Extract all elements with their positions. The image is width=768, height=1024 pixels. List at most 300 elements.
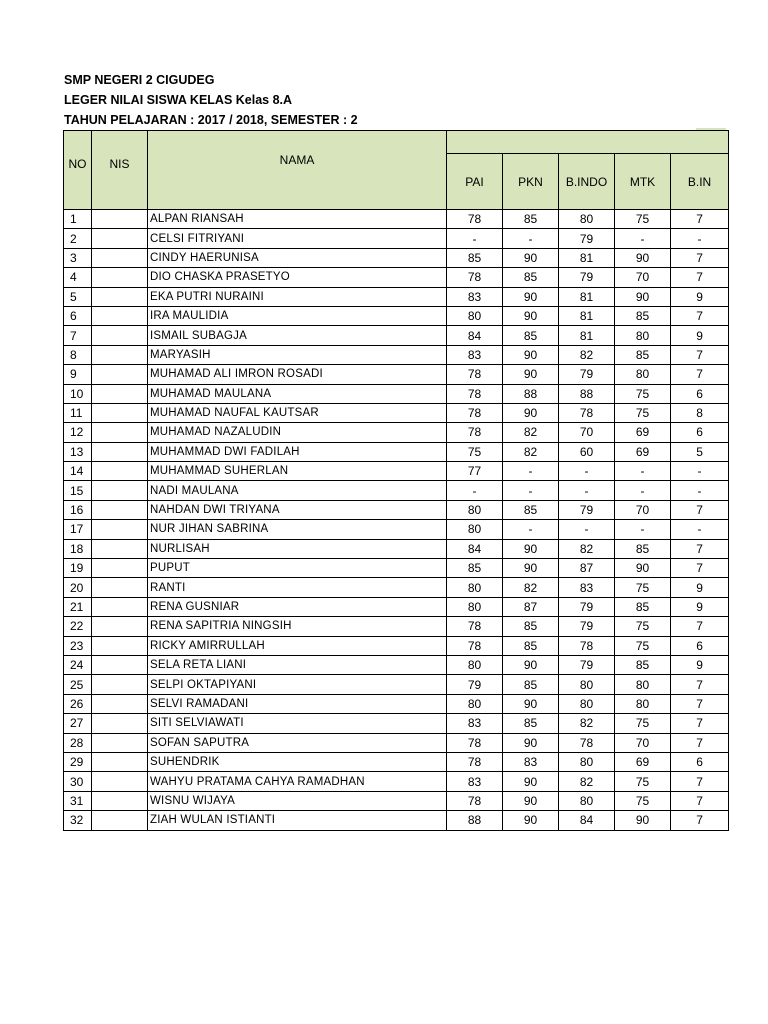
score-cell: 75 [615, 791, 671, 810]
score-cell: 88 [447, 811, 503, 830]
student-name: ALPAN RIANSAH [148, 210, 447, 229]
student-name: MUHAMAD MAULANA [148, 384, 447, 403]
score-cell: 80 [447, 500, 503, 519]
table-row [64, 811, 729, 830]
score-cell: 82 [559, 345, 615, 364]
score-cell: 80 [615, 675, 671, 694]
score-cell: 81 [559, 326, 615, 345]
score-cell: - [671, 520, 729, 539]
score-cell: 83 [447, 345, 503, 364]
table-row [64, 287, 729, 306]
score-cell: - [671, 462, 729, 481]
score-cell: 78 [447, 791, 503, 810]
row-nis [92, 733, 148, 752]
score-cell: 75 [615, 403, 671, 422]
row-nis [92, 520, 148, 539]
table-row [64, 229, 729, 248]
row-number: 2 [64, 229, 92, 248]
score-cell: 7 [671, 539, 729, 558]
score-cell: 90 [503, 791, 559, 810]
row-number: 17 [64, 520, 92, 539]
score-cell: 85 [615, 345, 671, 364]
score-cell: 85 [503, 210, 559, 229]
student-name: SITI SELVIAWATI [148, 714, 447, 733]
student-name: SELA RETA LIANI [148, 655, 447, 674]
score-cell: 7 [671, 500, 729, 519]
score-cell: 7 [671, 345, 729, 364]
score-cell: - [559, 481, 615, 500]
row-nis [92, 811, 148, 830]
score-cell: 80 [447, 306, 503, 325]
row-nis [92, 559, 148, 578]
row-number: 10 [64, 384, 92, 403]
score-cell: 78 [447, 752, 503, 771]
table-row [64, 617, 729, 636]
score-cell: 79 [559, 268, 615, 287]
score-cell: 82 [559, 539, 615, 558]
row-number: 30 [64, 772, 92, 791]
student-name: NUR JIHAN SABRINA [148, 520, 447, 539]
score-cell: - [671, 229, 729, 248]
score-cell: 80 [559, 675, 615, 694]
row-nis [92, 268, 148, 287]
score-cell: 78 [447, 365, 503, 384]
score-cell: 81 [559, 287, 615, 306]
table-row [64, 597, 729, 616]
row-nis [92, 597, 148, 616]
table-row [64, 423, 729, 442]
score-cell: 78 [447, 268, 503, 287]
student-name: NURLISAH [148, 539, 447, 558]
row-nis [92, 714, 148, 733]
score-cell: 85 [503, 268, 559, 287]
score-cell: 80 [615, 365, 671, 384]
row-nis [92, 675, 148, 694]
score-cell: 6 [671, 752, 729, 771]
row-number: 8 [64, 345, 92, 364]
score-cell: 77 [447, 462, 503, 481]
student-name: SUHENDRIK [148, 752, 447, 771]
table-row [64, 655, 729, 674]
score-cell: 79 [559, 597, 615, 616]
academic-year: TAHUN PELAJARAN : 2017 / 2018, SEMESTER : 2 [64, 113, 358, 127]
score-cell: 90 [503, 403, 559, 422]
student-name: RANTI [148, 578, 447, 597]
row-number: 32 [64, 811, 92, 830]
row-number: 18 [64, 539, 92, 558]
table-row [64, 675, 729, 694]
row-number: 26 [64, 694, 92, 713]
score-cell: 70 [559, 423, 615, 442]
row-nis [92, 617, 148, 636]
table-row [64, 559, 729, 578]
score-cell: 82 [559, 714, 615, 733]
table-row [64, 694, 729, 713]
score-cell: 7 [671, 675, 729, 694]
table-row [64, 520, 729, 539]
row-nis [92, 500, 148, 519]
score-cell: 84 [447, 539, 503, 558]
table-row [64, 481, 729, 500]
row-number: 20 [64, 578, 92, 597]
table-row [64, 791, 729, 810]
score-cell: 70 [615, 268, 671, 287]
row-nis [92, 326, 148, 345]
score-cell: 75 [615, 636, 671, 655]
score-cell: 78 [447, 617, 503, 636]
score-cell: 85 [503, 617, 559, 636]
table-row [64, 714, 729, 733]
row-nis [92, 481, 148, 500]
score-cell: 6 [671, 423, 729, 442]
table-row [64, 539, 729, 558]
score-cell: 79 [447, 675, 503, 694]
row-nis [92, 248, 148, 267]
score-cell: - [615, 229, 671, 248]
score-cell: 7 [671, 559, 729, 578]
score-cell: 75 [615, 210, 671, 229]
score-cell: 79 [559, 229, 615, 248]
table-row [64, 733, 729, 752]
table-row [64, 403, 729, 422]
score-cell: 80 [615, 694, 671, 713]
score-cell: 82 [503, 578, 559, 597]
score-cell: 85 [447, 559, 503, 578]
score-cell: 7 [671, 694, 729, 713]
table-row [64, 306, 729, 325]
score-cell: 80 [447, 655, 503, 674]
score-cell: 90 [503, 559, 559, 578]
score-cell: 79 [559, 365, 615, 384]
score-cell: 85 [615, 539, 671, 558]
score-cell: 83 [447, 772, 503, 791]
student-name: MUHAMMAD DWI FADILAH [148, 442, 447, 461]
student-name: SOFAN SAPUTRA [148, 733, 447, 752]
score-cell: 90 [503, 345, 559, 364]
row-number: 21 [64, 597, 92, 616]
score-cell: 83 [503, 752, 559, 771]
row-number: 31 [64, 791, 92, 810]
score-cell: - [671, 481, 729, 500]
student-name: WAHYU PRATAMA CAHYA RAMADHAN [148, 772, 447, 791]
table-row [64, 772, 729, 791]
student-name: PUPUT [148, 559, 447, 578]
student-name: CELSI FITRIYANI [148, 229, 447, 248]
score-cell: 90 [503, 694, 559, 713]
score-cell: 81 [559, 248, 615, 267]
score-cell: 7 [671, 210, 729, 229]
row-nis [92, 462, 148, 481]
row-number: 16 [64, 500, 92, 519]
row-number: 27 [64, 714, 92, 733]
score-cell: - [559, 520, 615, 539]
score-cell: 78 [447, 423, 503, 442]
score-cell: - [447, 229, 503, 248]
row-nis [92, 791, 148, 810]
row-number: 12 [64, 423, 92, 442]
row-nis [92, 423, 148, 442]
student-name: ISMAIL SUBAGJA [148, 326, 447, 345]
student-name: MUHAMAD NAUFAL KAUTSAR [148, 403, 447, 422]
score-cell: 78 [559, 636, 615, 655]
score-cell: 85 [447, 248, 503, 267]
score-cell: 87 [503, 597, 559, 616]
row-nis [92, 539, 148, 558]
score-cell: - [615, 462, 671, 481]
score-cell: 7 [671, 365, 729, 384]
score-cell: 80 [447, 694, 503, 713]
student-name: NAHDAN DWI TRIYANA [148, 500, 447, 519]
score-cell: 6 [671, 384, 729, 403]
row-number: 24 [64, 655, 92, 674]
row-number: 3 [64, 248, 92, 267]
score-cell: 78 [447, 733, 503, 752]
score-cell: 85 [615, 306, 671, 325]
score-cell: 5 [671, 442, 729, 461]
subject-group-header [447, 131, 729, 154]
row-number: 7 [64, 326, 92, 345]
school-name: SMP NEGERI 2 CIGUDEG [64, 73, 215, 87]
table-row [64, 365, 729, 384]
row-nis [92, 694, 148, 713]
score-cell: 70 [615, 500, 671, 519]
row-nis [92, 210, 148, 229]
row-nis [92, 655, 148, 674]
row-number: 6 [64, 306, 92, 325]
score-cell: 90 [503, 655, 559, 674]
score-cell: 78 [447, 384, 503, 403]
score-cell: 79 [559, 655, 615, 674]
score-cell: 80 [447, 578, 503, 597]
row-nis [92, 442, 148, 461]
student-name: WISNU WIJAYA [148, 791, 447, 810]
score-cell: 82 [503, 423, 559, 442]
row-number: 23 [64, 636, 92, 655]
score-cell: 90 [503, 287, 559, 306]
score-cell: 85 [503, 714, 559, 733]
score-cell: - [503, 229, 559, 248]
row-number: 4 [64, 268, 92, 287]
row-nis [92, 287, 148, 306]
score-cell: 90 [615, 811, 671, 830]
col-header-subject: B.INDO [559, 154, 615, 210]
col-header-nis: NIS [92, 131, 148, 210]
score-cell: 83 [447, 287, 503, 306]
score-cell: - [615, 481, 671, 500]
score-cell: 60 [559, 442, 615, 461]
row-nis [92, 636, 148, 655]
student-name: SELPI OKTAPIYANI [148, 675, 447, 694]
score-cell: 90 [503, 539, 559, 558]
score-cell: 79 [559, 500, 615, 519]
score-cell: 78 [559, 403, 615, 422]
table-row [64, 210, 729, 229]
table-row [64, 326, 729, 345]
score-cell: 90 [503, 772, 559, 791]
score-cell: - [447, 481, 503, 500]
col-header-subject: PKN [503, 154, 559, 210]
score-cell: 90 [503, 365, 559, 384]
score-cell: 75 [615, 772, 671, 791]
score-cell: 83 [447, 714, 503, 733]
score-cell: 80 [559, 752, 615, 771]
score-cell: 87 [559, 559, 615, 578]
score-cell: 80 [447, 597, 503, 616]
table-header [64, 131, 729, 210]
score-cell: 84 [447, 326, 503, 345]
col-header-subject: B.IN [671, 154, 729, 210]
score-cell: 85 [503, 636, 559, 655]
student-name: RENA GUSNIAR [148, 597, 447, 616]
score-cell: 75 [615, 617, 671, 636]
score-cell: 85 [503, 500, 559, 519]
row-nis [92, 772, 148, 791]
score-cell: 7 [671, 772, 729, 791]
row-number: 5 [64, 287, 92, 306]
table-row [64, 500, 729, 519]
score-cell: 90 [503, 811, 559, 830]
score-cell: 6 [671, 636, 729, 655]
student-name: IRA MAULIDIA [148, 306, 447, 325]
score-cell: 85 [503, 675, 559, 694]
score-cell: 82 [503, 442, 559, 461]
table-row [64, 442, 729, 461]
score-cell: 81 [559, 306, 615, 325]
score-cell: 78 [559, 733, 615, 752]
score-cell: 7 [671, 268, 729, 287]
score-cell: 7 [671, 791, 729, 810]
grade-table [63, 130, 729, 831]
table-row [64, 578, 729, 597]
score-cell: 78 [447, 636, 503, 655]
score-cell: 75 [615, 384, 671, 403]
score-cell: 85 [503, 326, 559, 345]
score-cell: 7 [671, 617, 729, 636]
table-row [64, 248, 729, 267]
score-cell: 80 [559, 210, 615, 229]
table-row [64, 345, 729, 364]
student-name: EKA PUTRI NURAINI [148, 287, 447, 306]
student-name: SELVI RAMADANI [148, 694, 447, 713]
score-cell: 88 [503, 384, 559, 403]
col-header-nama: NAMA [148, 131, 447, 210]
score-cell: 90 [615, 287, 671, 306]
row-number: 9 [64, 365, 92, 384]
col-header-no: NO [64, 131, 92, 210]
table-row [64, 752, 729, 771]
row-nis [92, 229, 148, 248]
score-cell: 85 [615, 655, 671, 674]
score-cell: - [503, 481, 559, 500]
score-cell: 8 [671, 403, 729, 422]
score-cell: 7 [671, 306, 729, 325]
row-nis [92, 578, 148, 597]
table-row [64, 268, 729, 287]
score-cell: 7 [671, 733, 729, 752]
row-nis [92, 306, 148, 325]
table-row [64, 384, 729, 403]
col-header-subject: PAI [447, 154, 503, 210]
score-cell: - [615, 520, 671, 539]
score-cell: 78 [447, 403, 503, 422]
score-cell: 90 [615, 248, 671, 267]
student-name: ZIAH WULAN ISTIANTI [148, 811, 447, 830]
score-cell: 69 [615, 423, 671, 442]
score-cell: 88 [559, 384, 615, 403]
row-number: 1 [64, 210, 92, 229]
student-name: RICKY AMIRRULLAH [148, 636, 447, 655]
table-row [64, 462, 729, 481]
table-row [64, 636, 729, 655]
score-cell: - [503, 462, 559, 481]
score-cell: 82 [559, 772, 615, 791]
student-name: CINDY HAERUNISA [148, 248, 447, 267]
score-cell: 7 [671, 714, 729, 733]
row-nis [92, 403, 148, 422]
score-cell: 9 [671, 326, 729, 345]
col-header-subject: MTK [615, 154, 671, 210]
score-cell: 80 [559, 694, 615, 713]
row-number: 22 [64, 617, 92, 636]
score-cell: 9 [671, 578, 729, 597]
score-cell: 75 [615, 714, 671, 733]
row-nis [92, 345, 148, 364]
score-cell: 80 [447, 520, 503, 539]
row-number: 29 [64, 752, 92, 771]
row-number: 19 [64, 559, 92, 578]
student-name: DIO CHASKA PRASETYO [148, 268, 447, 287]
score-cell: 80 [615, 326, 671, 345]
score-cell: 9 [671, 655, 729, 674]
score-cell: 90 [503, 306, 559, 325]
score-cell: 75 [447, 442, 503, 461]
student-name: MUHAMMAD SUHERLAN [148, 462, 447, 481]
score-cell: 90 [615, 559, 671, 578]
grade-table-viewport [63, 130, 712, 830]
row-number: 28 [64, 733, 92, 752]
score-cell: 80 [559, 791, 615, 810]
score-cell: 9 [671, 287, 729, 306]
score-cell: - [503, 520, 559, 539]
score-cell: 7 [671, 248, 729, 267]
student-name: MUHAMAD ALI IMRON ROSADI [148, 365, 447, 384]
score-cell: 70 [615, 733, 671, 752]
row-nis [92, 752, 148, 771]
row-number: 14 [64, 462, 92, 481]
document-title: LEGER NILAI SISWA KELAS Kelas 8.A [64, 93, 293, 107]
student-name: MARYASIH [148, 345, 447, 364]
row-nis [92, 384, 148, 403]
row-number: 13 [64, 442, 92, 461]
row-number: 15 [64, 481, 92, 500]
score-cell: 69 [615, 442, 671, 461]
score-cell: 85 [615, 597, 671, 616]
score-cell: 90 [503, 733, 559, 752]
row-number: 11 [64, 403, 92, 422]
row-nis [92, 365, 148, 384]
score-cell: - [559, 462, 615, 481]
row-number: 25 [64, 675, 92, 694]
table-body [64, 210, 729, 831]
score-cell: 79 [559, 617, 615, 636]
student-name: RENA SAPITRIA NINGSIH [148, 617, 447, 636]
score-cell: 90 [503, 248, 559, 267]
student-name: MUHAMAD NAZALUDIN [148, 423, 447, 442]
score-cell: 75 [615, 578, 671, 597]
score-cell: 84 [559, 811, 615, 830]
score-cell: 78 [447, 210, 503, 229]
score-cell: 9 [671, 597, 729, 616]
